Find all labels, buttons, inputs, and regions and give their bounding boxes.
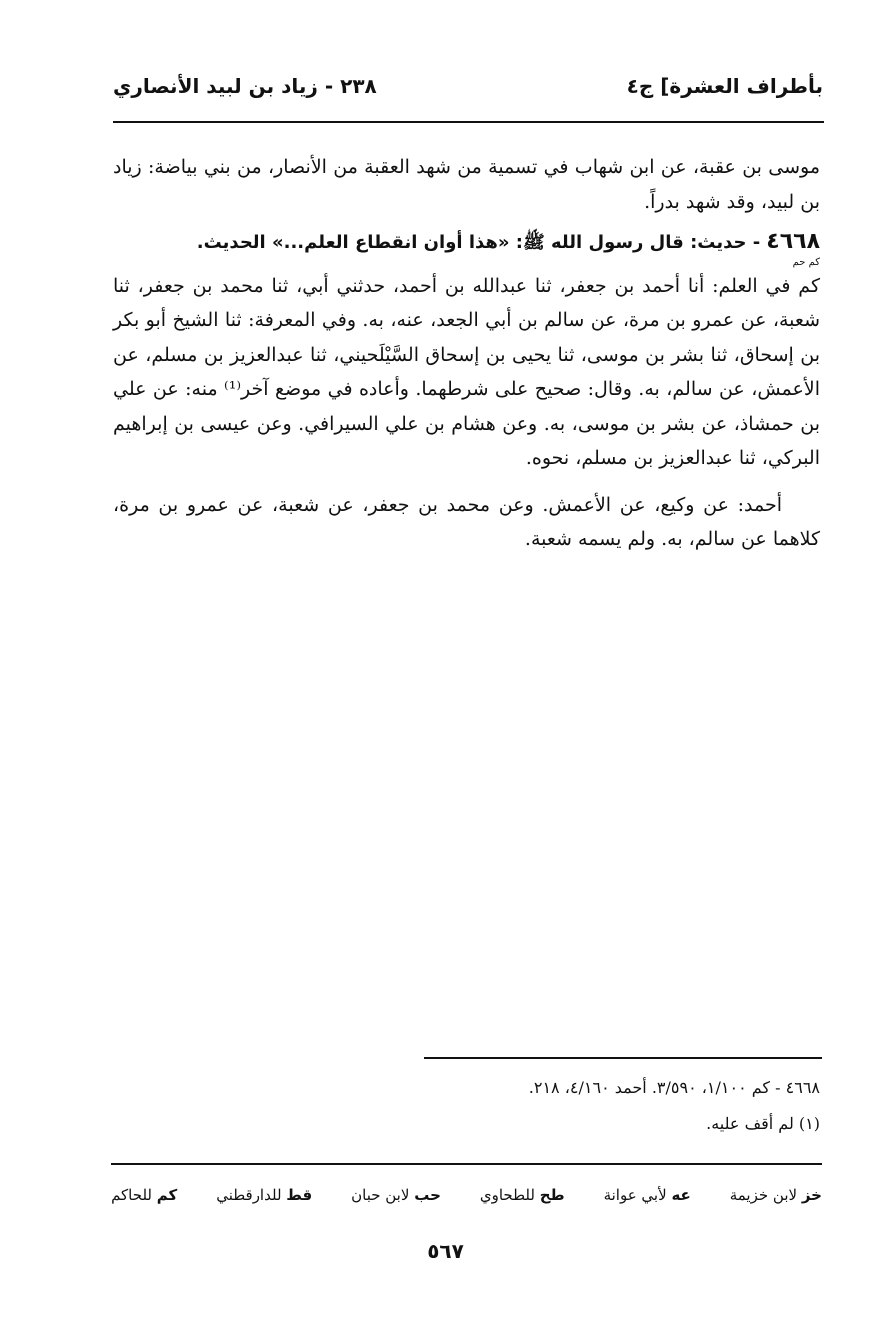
- page-number: ٥٦٧: [427, 1239, 464, 1263]
- footnote-rule: [424, 1057, 822, 1059]
- footnotes: [330, 1070, 820, 1142]
- sigla-item: حب لابن حبان: [351, 1186, 441, 1204]
- paragraph-intro: موسى بن عقبة، عن ابن شهاب في تسمية من شهد العقبة من الأنصار، من بني بياضة: زياد بن لبيد، وقد شهد بدراً.: [113, 156, 820, 213]
- footnote-1: (١) لم أقف عليه.: [706, 1114, 820, 1133]
- sigla-rule: [111, 1163, 822, 1165]
- paragraph-hakim: [113, 257, 820, 476]
- header-rule: [113, 121, 824, 123]
- hadith-number: ٤٦٦٨: [766, 229, 820, 254]
- hadith-title: - حديث: قال رسول الله ﷺ: «هذا أوان انقطاع العلم...» الحديث.: [196, 232, 761, 253]
- running-header: [113, 64, 823, 108]
- sigla-item: كم للحاكم: [111, 1186, 178, 1204]
- margin-sigla: كم حم: [792, 256, 820, 268]
- sigla-legend: [111, 1180, 822, 1210]
- paragraph-hakim-text: كم في العلم: أنا أحمد بن جعفر، ثنا عبدالله بن أحمد، حدثني أبي، ثنا محمد بن جعفر، ثنا شعبة، عن عمرو بن مرة، عن سالم بن أبي الجعد، عنه، به. وفي المعرفة: ثنا الشيخ أبو بكر بن إسحاق، ثنا بشر بن موسى، ثنا يحيى بن إسحاق السَّيْلَحيني، ثنا عبدالعزيز بن مسلم، عن الأعمش، عن سالم، به. وقال: صحيح على شرطهما. وأعاده في موضع آخر⁽¹⁾ منه: عن علي بن حمشاذ، عن بشر بن موسى، به. وعن هشام بن علي السيرافي. وعن عيسى بن إبراهيم البركي، ثنا عبدالعزيز بن مسلم، نحوه.: [113, 274, 820, 469]
- sigla-item: عه لأبي عوانة: [603, 1186, 691, 1204]
- sigla-item: طح للطحاوي: [479, 1186, 565, 1204]
- sigla-item: خز لابن خزيمة: [729, 1186, 822, 1204]
- header-book-title: بأطراف العشرة] ج٤: [626, 74, 823, 98]
- sigla-item: قط للدارقطني: [216, 1186, 313, 1204]
- main-text: [113, 150, 820, 557]
- paragraph-ahmad: أحمد: عن وكيع، عن الأعمش. وعن محمد بن جعفر، عن شعبة، عن عمرو بن مرة، كلاهما عن سالم، به. ولم يسمه شعبة.: [113, 493, 820, 550]
- hadith-heading: [113, 225, 820, 261]
- header-chapter-title: ٢٣٨ - زياد بن لبيد الأنصاري: [113, 74, 377, 98]
- footnote-reference: ٤٦٦٨ - كم ١/١٠٠، ٣/٥٩٠. أحمد ٤/١٦٠، ٢١٨.: [528, 1078, 820, 1097]
